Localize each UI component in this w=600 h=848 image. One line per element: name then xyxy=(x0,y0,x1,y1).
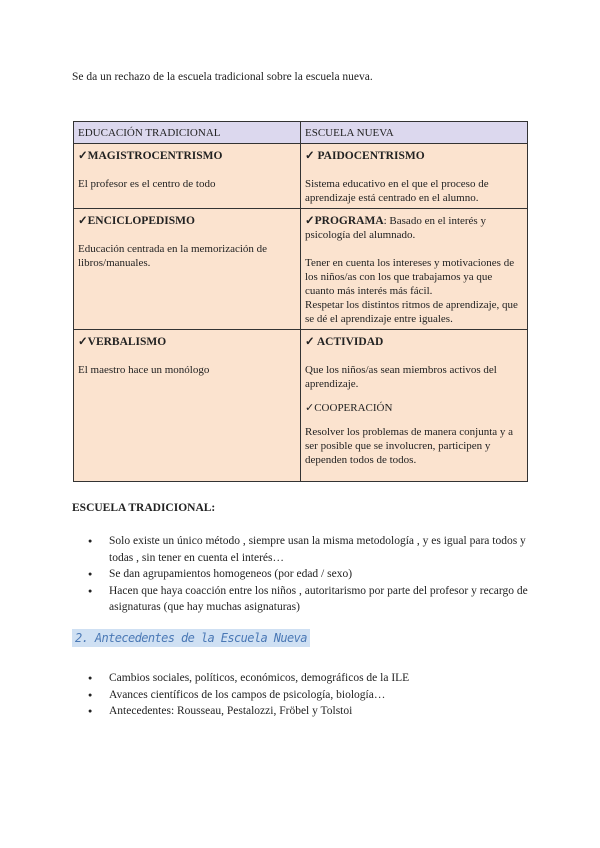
cell-title: ✓ PAIDOCENTRISMO xyxy=(305,150,425,162)
table-row xyxy=(74,209,528,330)
cell-title: ✓MAGISTROCENTRISMO xyxy=(78,150,223,162)
cell-actividad xyxy=(301,330,528,482)
comparison-table xyxy=(73,121,528,482)
list-item: ● Se dan agrupamientos homogeneos (por edad / sexo) xyxy=(88,566,528,583)
list-item: ● Antecedentes: Rousseau, Pestalozzi, Fröbel y Tolstoi xyxy=(88,703,528,720)
cell-title: ✓ ACTIVIDAD xyxy=(305,336,384,348)
cell-title: ✓PROGRAMA xyxy=(305,215,384,227)
cell-subtitle: ✓COOPERACIÓN xyxy=(305,402,393,414)
table-header-row xyxy=(74,122,528,144)
cell-title: ✓ENCICLOPEDISMO xyxy=(78,215,195,227)
cell-title: ✓VERBALISMO xyxy=(78,336,167,348)
header-traditional: EDUCACIÓN TRADICIONAL xyxy=(74,122,301,144)
table-row xyxy=(74,330,528,482)
list-item: ● Solo existe un único método , siempre usan la misma metodología , y es igual para todos y todas , sin tener en cuenta el interés… xyxy=(88,533,528,566)
cell-text: El maestro hace un monólogo xyxy=(78,364,210,376)
cell-text: Que los niños/as sean miembros activos del aprendizaje. xyxy=(305,364,497,390)
section-title: ESCUELA TRADICIONAL: xyxy=(72,502,216,514)
cell-text: Tener en cuenta los intereses y motivaciones de los niños/as con los que trabajamos ya que cuanto más interés más fácil. xyxy=(305,257,515,297)
cell-magistrocentrismo xyxy=(74,144,301,209)
list-item: ● Hacen que haya coacción entre los niños , autoritarismo por parte del profesor y recargo de asignaturas (que hay muchas asignaturas) xyxy=(88,583,528,616)
cell-enciclopedismo xyxy=(74,209,301,330)
cell-programa xyxy=(301,209,528,330)
intro-paragraph: Se da un rechazo de la escuela tradicional sobre la escuela nueva. xyxy=(72,71,373,83)
cell-paidocentrismo xyxy=(301,144,528,209)
antecedentes-bullet-list xyxy=(88,670,528,720)
cell-text: Sistema educativo en el que el proceso de aprendizaje está centrado en el alumno. xyxy=(305,178,489,204)
table-row xyxy=(74,144,528,209)
traditional-bullet-list xyxy=(88,533,528,616)
cell-verbalismo xyxy=(74,330,301,482)
cell-text: Educación centrada en la memorización de libros/manuales. xyxy=(78,243,268,269)
list-item: ● Cambios sociales, políticos, económicos, demográficos de la ILE xyxy=(88,670,528,687)
cell-title-rest: : Basado en el interés y psicología del alumnado. xyxy=(305,215,486,241)
cell-text-2: Respetar los distintos ritmos de aprendizaje, que se dé el aprendizaje entre iguales. xyxy=(305,299,518,325)
header-new-school: ESCUELA NUEVA xyxy=(301,122,528,144)
list-item: ● Avances científicos de los campos de psicología, biología… xyxy=(88,687,528,704)
cell-text: El profesor es el centro de todo xyxy=(78,178,216,190)
cell-text-2: Resolver los problemas de manera conjunta y a ser posible que se involucren, participen y dependen todos de todos. xyxy=(305,426,514,466)
heading-antecedentes: 2. Antecedentes de la Escuela Nueva xyxy=(72,629,310,647)
